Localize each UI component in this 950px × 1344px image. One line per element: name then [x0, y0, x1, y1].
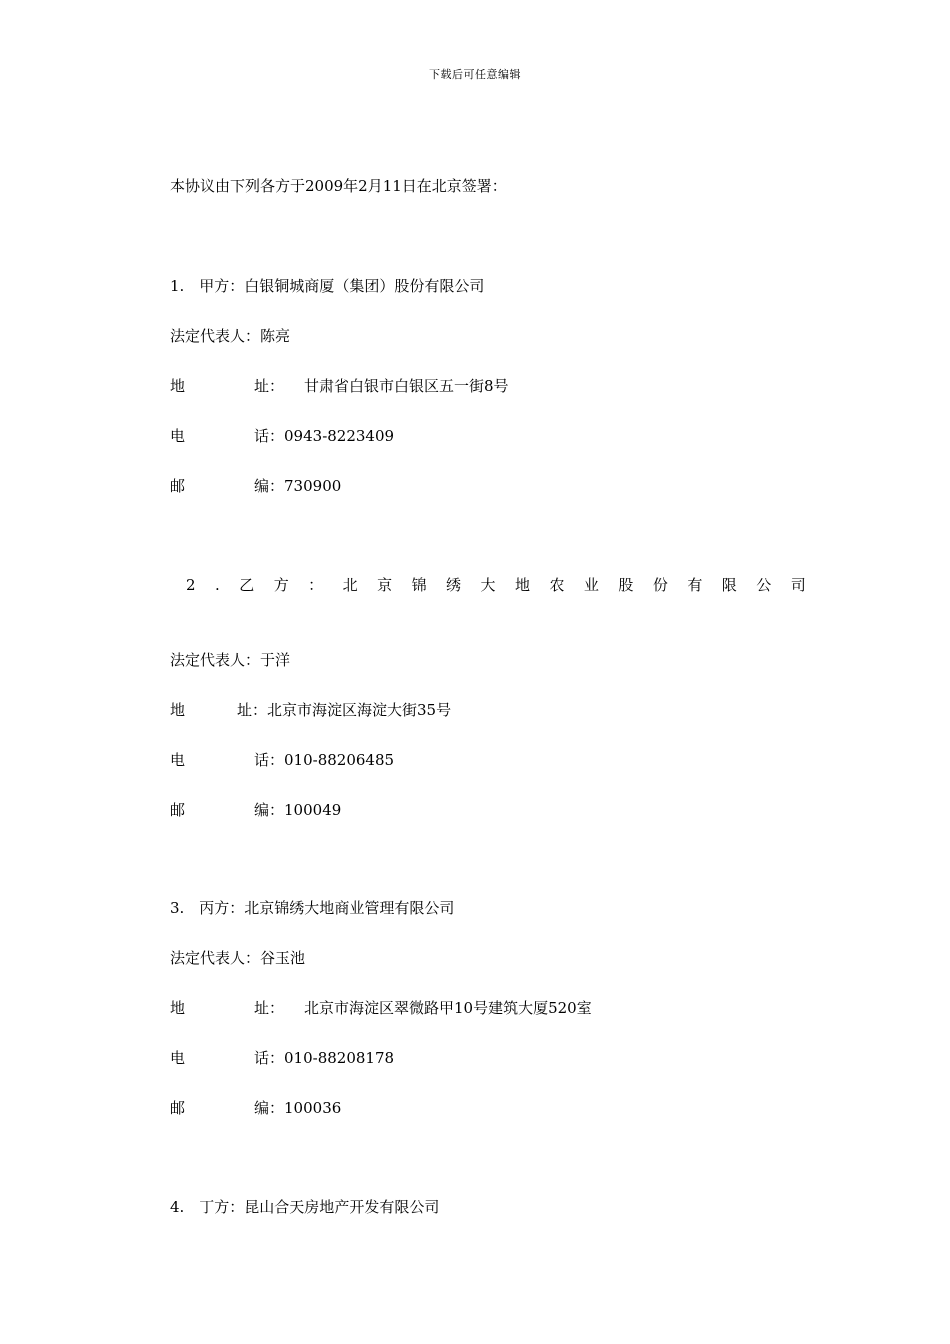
party3-zip-row: [170, 1098, 341, 1118]
zip-label-a: 邮: [170, 477, 186, 495]
zip-label-a: 邮: [170, 1099, 186, 1117]
address-label-a: 地: [170, 701, 186, 719]
party2-title-char: 北: [342, 576, 358, 594]
party2-title-char: 农: [549, 576, 565, 594]
party2-address: 北京市海淀区海淀大街35号: [267, 701, 452, 719]
party1-address-row: [170, 376, 509, 396]
party3-rep: 谷玉池: [260, 949, 306, 967]
party3-title: 3. 丙方：北京锦绣大地商业管理有限公司: [170, 899, 455, 917]
party2-title-char: 京: [377, 576, 393, 594]
party2-title-char: 绣: [446, 576, 462, 594]
party2-title-char: 锦: [411, 576, 427, 594]
zip-label-b: 编：: [254, 801, 285, 819]
party4-title: 4. 丁方：昆山合天房地产开发有限公司: [170, 1198, 440, 1216]
party3-address: 北京市海淀区翠微路甲10号建筑大厦520室: [304, 999, 592, 1017]
party2-rep: 于洋: [260, 651, 291, 669]
party3-address-row: [170, 998, 592, 1018]
intro-paragraph: 本协议由下列各方于2009年2月11日在北京签署：: [170, 177, 507, 195]
party2-title-char: 乙: [239, 576, 255, 594]
party2-title-char: 份: [652, 576, 668, 594]
party1-zip-row: [170, 476, 341, 496]
phone-label-a: 电: [170, 427, 186, 445]
party3-phone: 010-88208178: [284, 1049, 395, 1067]
party2-zip-row: [170, 800, 341, 820]
party2-phone: 010-88206485: [284, 751, 395, 769]
party2-address-row: [170, 700, 451, 720]
address-label-b: 址：: [254, 999, 285, 1017]
zip-label-b: 编：: [254, 1099, 285, 1117]
phone-label-a: 电: [170, 1049, 186, 1067]
phone-label-b: 话：: [254, 427, 285, 445]
zip-label-a: 邮: [170, 801, 186, 819]
rep-label: 法定代表人：: [170, 651, 261, 669]
party2-phone-row: [170, 750, 394, 770]
address-label-a: 地: [170, 999, 186, 1017]
party2-title-char: 地: [514, 576, 530, 594]
party1-phone: 0943-8223409: [284, 427, 395, 445]
party1-zip: 730900: [284, 477, 342, 495]
phone-label-b: 话：: [254, 1049, 285, 1067]
party1-rep: 陈亮: [260, 327, 291, 345]
phone-label-a: 电: [170, 751, 186, 769]
party3-rep-row: [170, 948, 305, 968]
rep-label: 法定代表人：: [170, 949, 261, 967]
party1-phone-row: [170, 426, 394, 446]
rep-label: 法定代表人：: [170, 327, 261, 345]
party2-title-char: 业: [583, 576, 599, 594]
address-label-b: 址：: [254, 377, 285, 395]
address-label-a: 地: [170, 377, 186, 395]
party2-title-char: ：: [308, 576, 324, 594]
party1-title: 1. 甲方：白银铜城商厦（集团）股份有限公司: [170, 277, 485, 295]
party3-phone-row: [170, 1048, 394, 1068]
party1-address: 甘肃省白银市白银区五一街8号: [304, 377, 509, 395]
address-label-b: 址：: [237, 701, 268, 719]
party2-title-char: 大: [480, 576, 496, 594]
phone-label-b: 话：: [254, 751, 285, 769]
party2-title-char: 公: [756, 576, 772, 594]
party3-zip: 100036: [284, 1099, 342, 1117]
page-header: 下载后可任意编辑: [429, 68, 521, 81]
party2-title-char: 方: [273, 576, 289, 594]
party2-title-char: 有: [687, 576, 703, 594]
party2-rep-row: [170, 650, 290, 670]
party2-title: [186, 575, 806, 595]
zip-label-b: 编：: [254, 477, 285, 495]
party2-title-char: 限: [721, 576, 737, 594]
party2-title-char: 股: [618, 576, 634, 594]
party1-rep-row: [170, 326, 290, 346]
party2-title-char: 2: [186, 576, 196, 594]
party2-zip: 100049: [284, 801, 342, 819]
party2-title-char: .: [215, 576, 220, 594]
party2-title-char: 司: [790, 576, 806, 594]
